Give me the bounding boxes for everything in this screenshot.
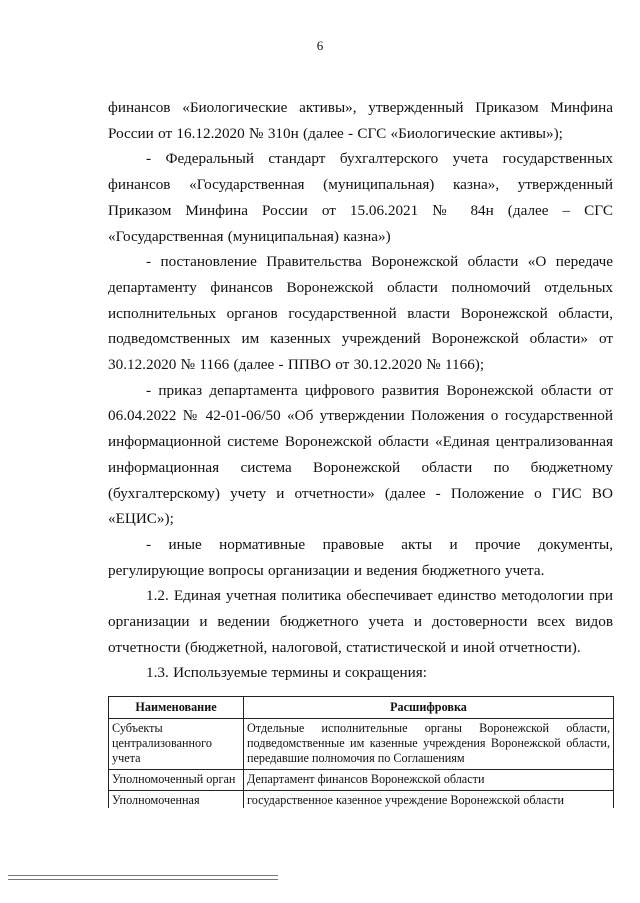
paragraph-section-1-3: 1.3. Используемые термины и сокращения: — [146, 664, 427, 682]
description-cell: Отдельные исполнительные органы Воронежской области, подведомственные им казенные учреждения Воронежской области, передавшие полномочия по Соглашениям — [244, 719, 614, 770]
scan-edge-line — [8, 875, 278, 876]
term-cell: Уполномоченный орган — [109, 770, 244, 791]
terms-table — [108, 696, 614, 808]
table-row — [109, 770, 614, 791]
description-cell: Департамент финансов Воронежской области — [244, 770, 614, 791]
header-name: Наименование — [109, 697, 244, 719]
paragraph-other-acts: - иные нормативные правовые акты и прочие документы, регулирующие вопросы организации и ведения бюджетного учета. — [108, 535, 613, 579]
paragraph-standard-treasury: - Федеральный стандарт бухгалтерского учета государственных финансов «Государственная (муниципальная) казна», утвержденный Приказом Минфина России от 15.06.2021 № 84н (далее – СГС «Государственная (муниципальная) казна») — [108, 150, 613, 245]
table-header-row — [109, 697, 614, 719]
term-cell: Уполномоченная — [109, 791, 244, 809]
table-row — [109, 791, 614, 809]
table-row — [109, 719, 614, 770]
paragraph-section-1-2: 1.2. Единая учетная политика обеспечивает единство методологии при организации и ведении бюджетного учета и достоверности всех видов отчетности (бюджетной, налоговой, статистической и иной отчетности). — [108, 587, 613, 656]
scan-edge-line — [8, 879, 278, 880]
term-cell: Субъекты централизованного учета — [109, 719, 244, 770]
description-cell: государственное казенное учреждение Воронежской области — [244, 791, 614, 809]
paragraph-continuation: финансов «Биологические активы», утвержденный Приказом Минфина России от 16.12.2020 № 310н (далее - СГС «Биологические активы»); — [108, 99, 613, 142]
paragraph-government-decree: - постановление Правительства Воронежской области «О передаче департаменту финансов Воронежской области полномочий отдельных исполнительных органов государственной власти Воронежской области, подведомственных им казенных учреждений Воронежской области» от 30.12.2020 № 1166 (далее - ППВО от 30.12.2020 № 1166); — [108, 253, 613, 374]
document-body — [108, 95, 613, 686]
page-number: 6 — [316, 38, 324, 53]
paragraph-digital-order: - приказ департамента цифрового развития Воронежской области от 06.04.2022 № 42-01-06/50 «Об утверждении Положения о государственной информационной системе Воронежской области «Единая централизованная информационная система Воронежской области по бюджетному (бухгалтерскому) учету и отчетности» (далее - Положение о ГИС ВО «ЕЦИС»); — [108, 381, 613, 528]
header-description: Расшифровка — [244, 697, 614, 719]
